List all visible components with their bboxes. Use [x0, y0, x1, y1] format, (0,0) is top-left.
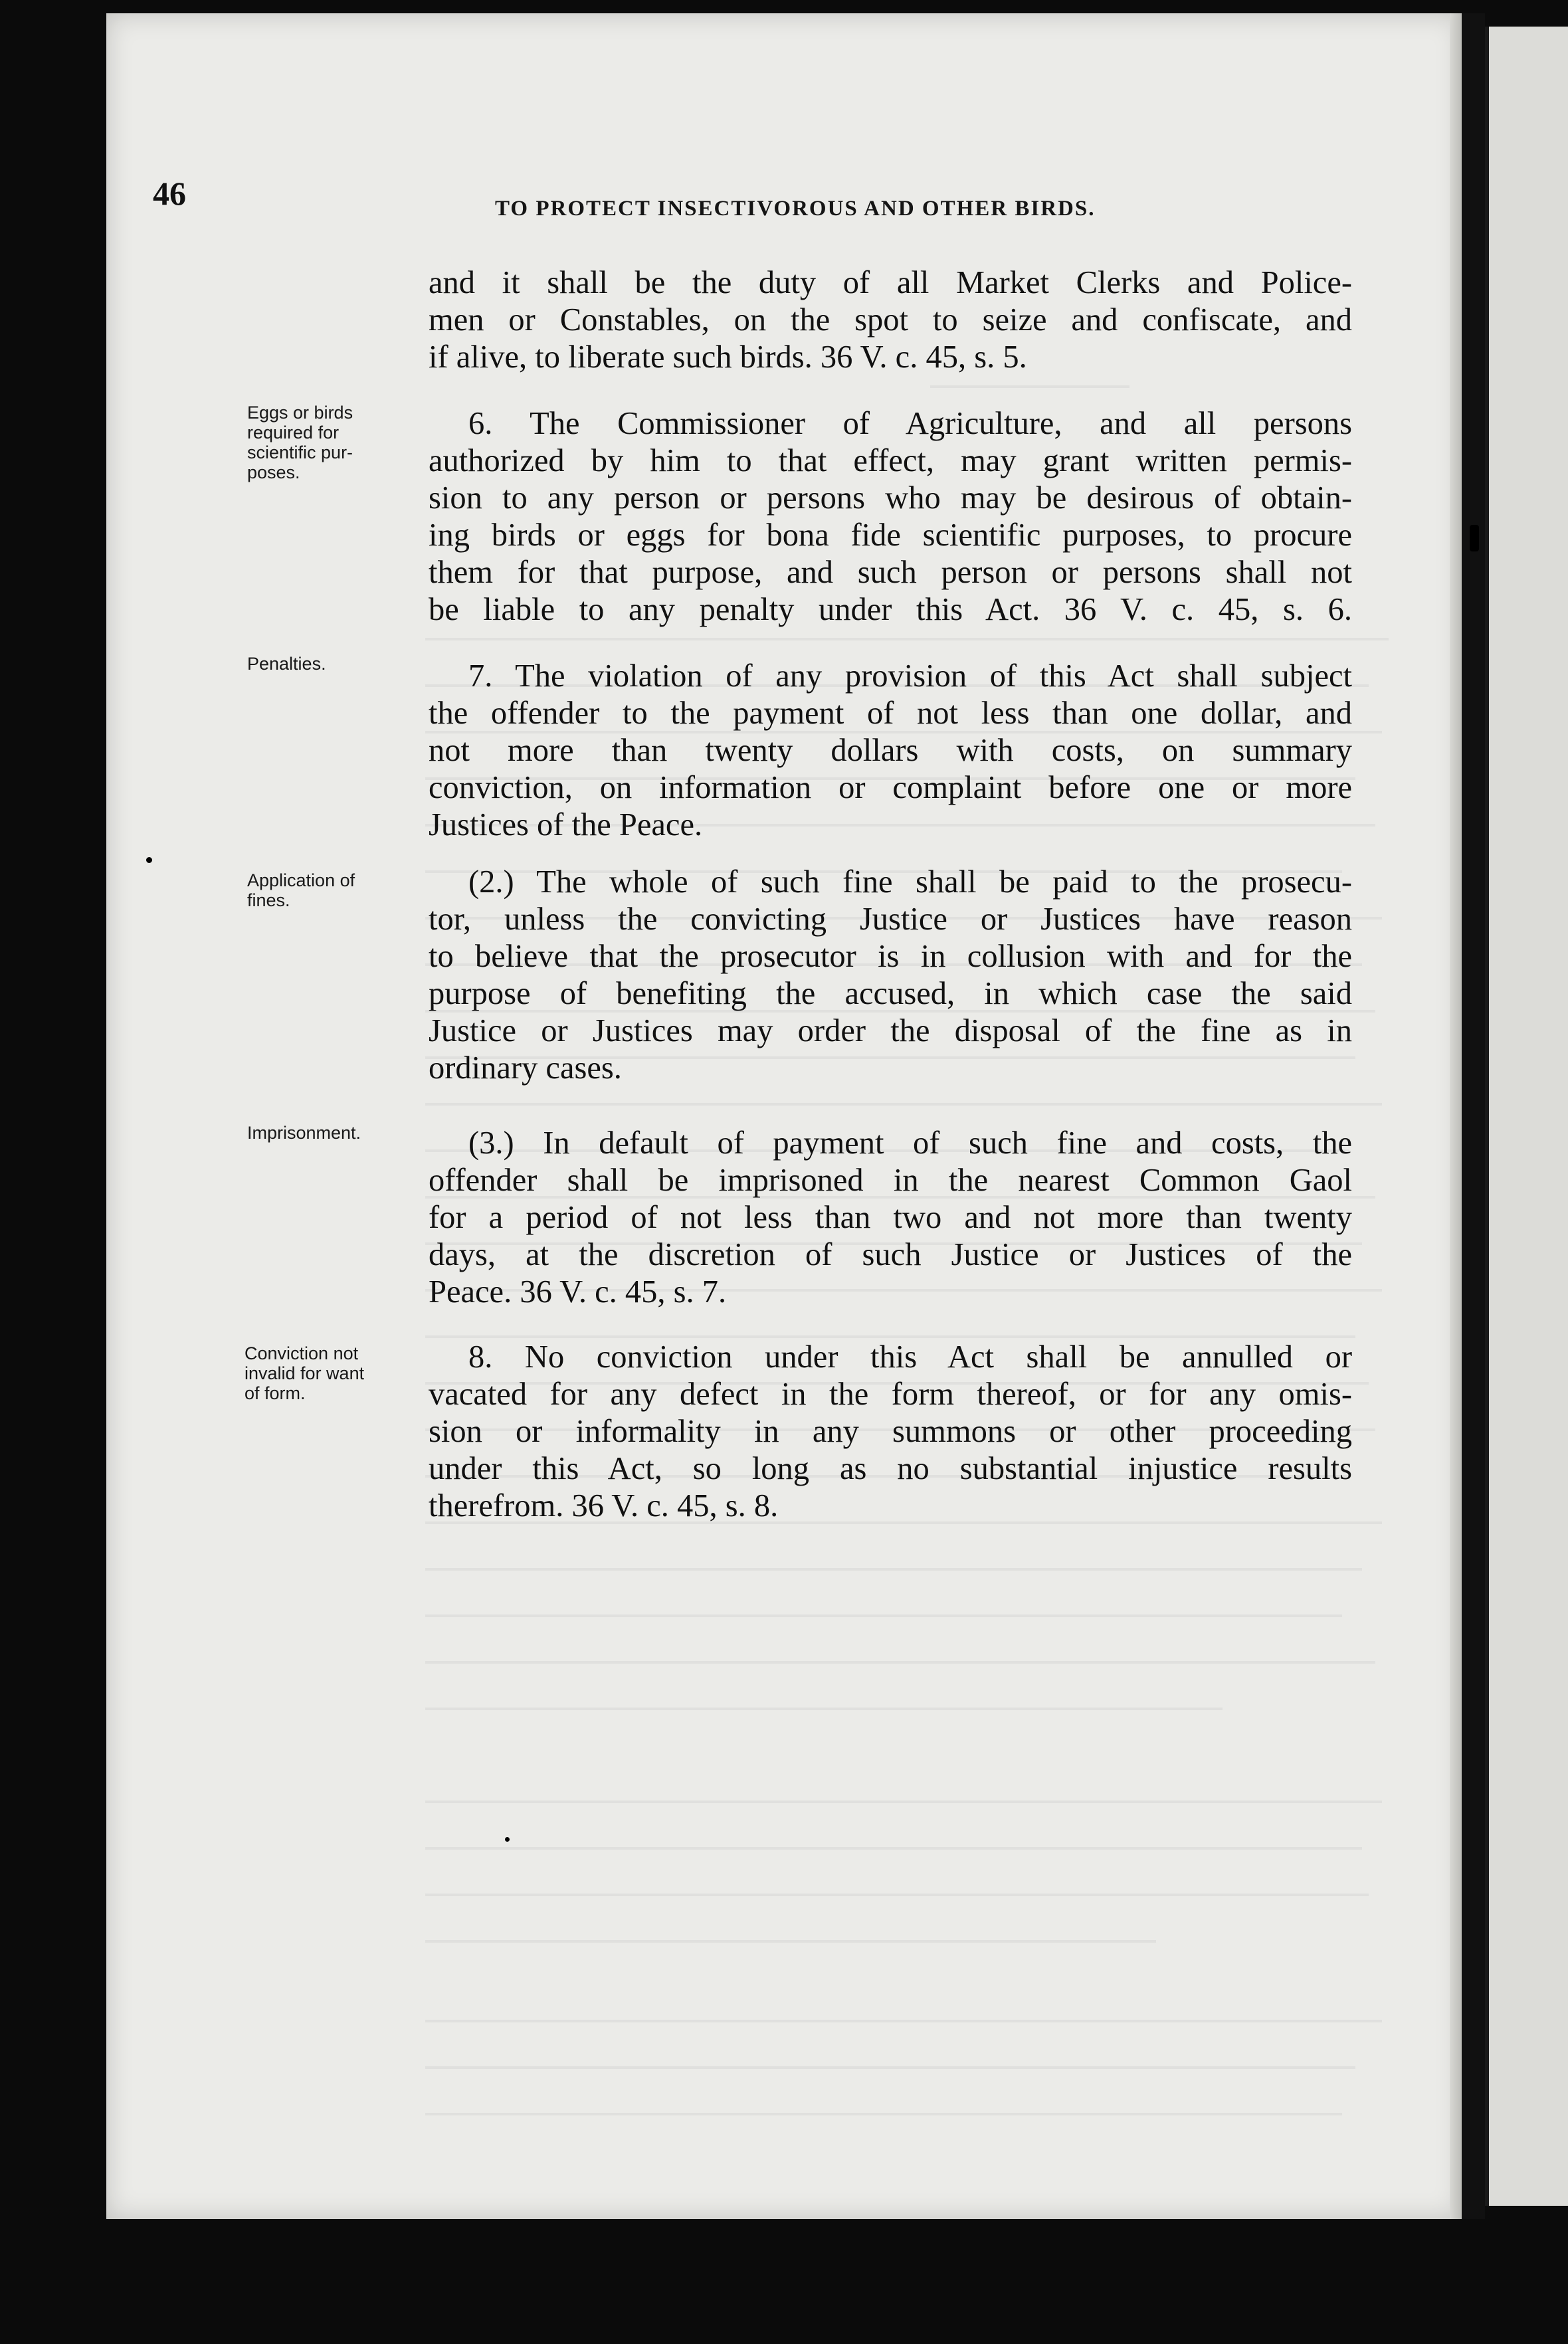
text-line: under this Act, so long as no substantial injustice results	[429, 1451, 1352, 1486]
section-7-paragraph	[429, 658, 1352, 844]
text-line: them for that purpose, and such person or persons shall not	[429, 555, 1352, 590]
text-line: conviction, on information or complaint before one or more	[429, 770, 1352, 805]
margin-note-line: scientific pur-	[247, 442, 353, 462]
margin-note-application-of-fines	[247, 870, 413, 910]
margin-note-line: required for	[247, 423, 340, 442]
text-line: tor, unless the convicting Justice or Justices have reason	[429, 902, 1352, 937]
text-line: the offender to the payment of not less than one dollar, and	[429, 696, 1352, 731]
margin-note-penalties	[247, 654, 413, 674]
margin-note-line: of form.	[245, 1383, 306, 1403]
section-6-paragraph	[429, 405, 1352, 629]
text-line: (2.) The whole of such fine shall be paid to the prosecu-	[468, 864, 1352, 900]
ink-speck	[505, 1837, 510, 1842]
text-line: Peace. 36 V. c. 45, s. 7.	[429, 1274, 727, 1310]
margin-note-line: Penalties.	[247, 654, 326, 674]
paragraph-continuation	[429, 264, 1352, 376]
text-line: therefrom. 36 V. c. 45, s. 8.	[429, 1488, 779, 1523]
text-line: sion to any person or persons who may be desirous of obtain-	[429, 480, 1352, 516]
margin-note-line: invalid for want	[245, 1363, 365, 1383]
margin-note-line: Application of	[247, 870, 355, 890]
margin-note-imprisonment	[247, 1123, 413, 1143]
running-head: TO PROTECT INSECTIVOROUS AND OTHER BIRDS.	[495, 197, 1096, 221]
page-gutter-shadow	[1462, 13, 1485, 2219]
margin-note-line: Eggs or birds	[247, 403, 353, 423]
text-line: vacated for any defect in the form thereof, or for any omis-	[429, 1377, 1352, 1412]
text-line: for a period of not less than two and not more than twenty	[429, 1200, 1352, 1235]
text-line: 6. The Commissioner of Agriculture, and all persons	[468, 406, 1352, 441]
section-8-paragraph	[429, 1339, 1352, 1525]
text-line: sion or informality in any summons or other proceeding	[429, 1414, 1352, 1449]
margin-note-eggs-or-birds	[247, 403, 413, 482]
text-line: and it shall be the duty of all Market Clerks and Police-	[429, 265, 1352, 300]
text-line: purpose of benefiting the accused, in which case the said	[429, 976, 1352, 1011]
margin-note-line: fines.	[247, 890, 290, 910]
text-line: be liable to any penalty under this Act. 36 V. c. 45, s. 6.	[429, 592, 1352, 627]
text-line: ordinary cases.	[429, 1050, 622, 1086]
text-line: (3.) In default of payment of such fine and costs, the	[468, 1125, 1352, 1161]
text-line: men or Constables, on the spot to seize and confiscate, and	[429, 302, 1352, 338]
text-line: 8. No conviction under this Act shall be annulled or	[468, 1339, 1352, 1375]
text-line: to believe that the prosecutor is in collusion with and for the	[429, 939, 1352, 974]
text-line: Justice or Justices may order the disposal of the fine as in	[429, 1013, 1352, 1048]
text-line: authorized by him to that effect, may grant written permis-	[429, 443, 1352, 478]
margin-note-line: poses.	[247, 462, 300, 482]
adjacent-page-edge	[1485, 27, 1568, 2206]
margin-note-line: Conviction not	[245, 1343, 359, 1363]
text-line: if alive, to liberate such birds. 36 V. c. 45, s. 5.	[429, 340, 1027, 375]
margin-note-line: Imprisonment.	[247, 1123, 361, 1143]
text-line: ing birds or eggs for bona fide scientific purposes, to procure	[429, 518, 1352, 553]
text-line: not more than twenty dollars with costs, on summary	[429, 733, 1352, 768]
text-line: Justices of the Peace.	[429, 807, 703, 842]
ink-speck	[146, 857, 152, 863]
section-7-2-paragraph	[429, 864, 1352, 1087]
page-number: 46	[153, 175, 186, 212]
text-line: days, at the discretion of such Justice or Justices of the	[429, 1237, 1352, 1272]
page-marker	[1470, 525, 1479, 551]
margin-note-conviction-not-invalid	[245, 1343, 411, 1403]
text-line: offender shall be imprisoned in the nearest Common Gaol	[429, 1163, 1352, 1198]
section-7-3-paragraph	[429, 1125, 1352, 1311]
text-line: 7. The violation of any provision of this Act shall subject	[468, 658, 1352, 694]
